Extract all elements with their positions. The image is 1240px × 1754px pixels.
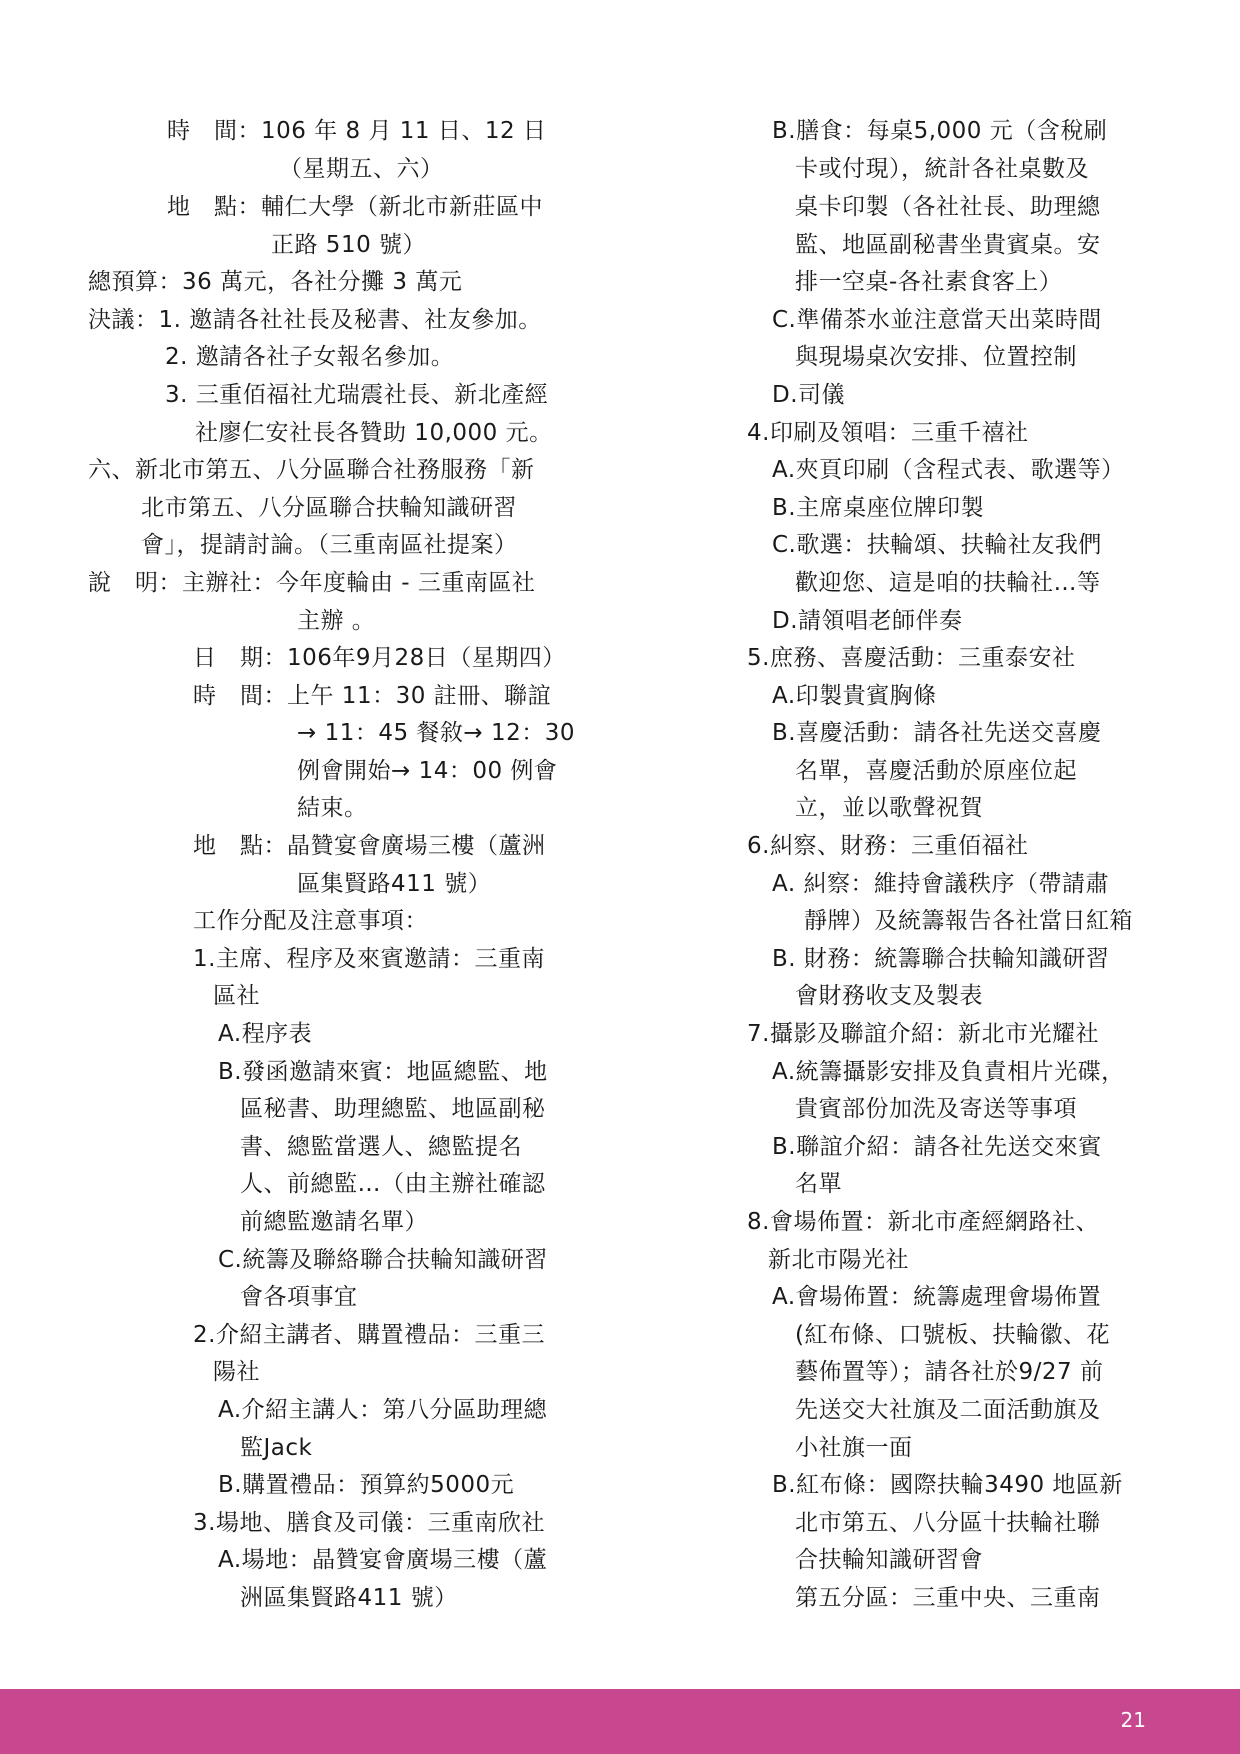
right-line: 靜牌）及統籌報告各社當日紅箱: [804, 908, 1133, 934]
left-line: 監Jack: [240, 1435, 313, 1461]
left-line: 時 間：106 年 8 月 11 日、12 日: [167, 118, 547, 144]
right-line: B.膳食：每桌5,000 元（含稅刷: [772, 118, 1108, 144]
left-line: 2.介紹主講者、購置禮品：三重三: [193, 1322, 545, 1348]
left-line: 區秘書、助理總監、地區副秘: [240, 1096, 546, 1122]
right-line: 4.印刷及領唱：三重千禧社: [747, 420, 1029, 446]
left-line: 例會開始→ 14：00 例會: [297, 758, 558, 784]
right-line: 北市第五、八分區十扶輪社聯: [795, 1510, 1101, 1536]
left-line: B.購置禮品：預算約5000元: [218, 1472, 515, 1498]
left-line: 地 點：輔仁大學（新北市新莊區中: [167, 194, 543, 220]
left-line: （星期五、六）: [279, 156, 444, 182]
left-line: 地 點：晶贊宴會廣場三樓（蘆洲: [193, 833, 546, 859]
right-line: (紅布條、口號板、扶輪徽、花: [795, 1322, 1110, 1348]
page-number: 21: [1120, 1708, 1146, 1732]
left-line: 3. 三重佰福社尤瑞震社長、新北產經: [165, 382, 549, 408]
left-line: 1.主席、程序及來賓邀請：三重南: [193, 946, 545, 972]
right-line: A.統籌攝影安排及負責相片光碟，: [772, 1059, 1125, 1085]
left-line: A.場地：晶贊宴會廣場三樓（蘆: [218, 1547, 548, 1573]
right-line: B.主席桌座位牌印製: [772, 495, 985, 521]
left-line: 結束。: [297, 795, 368, 821]
right-line: 6.糾察、財務：三重佰福社: [747, 833, 1029, 859]
left-line: 區集賢路411 號）: [297, 871, 492, 897]
left-line: 前總監邀請名單）: [240, 1209, 428, 1235]
left-line: 區社: [213, 983, 260, 1009]
left-line: 陽社: [213, 1359, 260, 1385]
right-line: 合扶輪知識研習會: [795, 1547, 983, 1573]
left-line: 時 間：上午 11：30 註冊、聯誼: [193, 683, 552, 709]
left-line: 北市第五、八分區聯合扶輪知識研習: [141, 495, 517, 521]
right-line: 小社旗一面: [795, 1435, 913, 1461]
right-line: 桌卡印製（各社社長、助理總: [795, 194, 1101, 220]
left-line: 決議：1. 邀請各社社長及秘書、社友參加。: [88, 307, 542, 333]
right-line: 與現場桌次安排、位置控制: [795, 344, 1077, 370]
left-line: 會各項事宜: [240, 1284, 358, 1310]
right-line: 卡或付現），統計各社桌數及: [795, 156, 1089, 182]
left-line: 工作分配及注意事項：: [193, 908, 428, 934]
right-line: 會財務收支及製表: [795, 983, 983, 1009]
right-line: 監、地區副秘書坐貴賓桌。安: [795, 232, 1101, 258]
right-line: 第五分區：三重中央、三重南: [795, 1585, 1101, 1611]
left-line: 總預算：36 萬元，各社分攤 3 萬元: [88, 269, 463, 295]
right-line: B. 財務：統籌聯合扶輪知識研習: [772, 946, 1110, 972]
left-line: 社廖仁安社長各贊助 10,000 元。: [195, 420, 553, 446]
right-line: 藝佈置等）；請各社於9/27 前: [795, 1359, 1104, 1385]
left-line: → 11：45 餐敘→ 12：30: [297, 720, 576, 746]
left-line: 日 期：106年9月28日（星期四）: [193, 645, 566, 671]
right-line: B.喜慶活動：請各社先送交喜慶: [772, 720, 1102, 746]
left-line: 洲區集賢路411 號）: [240, 1585, 458, 1611]
right-line: 名單: [795, 1171, 842, 1197]
right-line: B.紅布條：國際扶輪3490 地區新: [772, 1472, 1123, 1498]
left-line: 主辦 。: [297, 608, 376, 634]
right-line: 名單，喜慶活動於原座位起: [795, 758, 1077, 784]
right-line: D.司儀: [772, 382, 846, 408]
left-line: 3.場地、膳食及司儀：三重南欣社: [193, 1510, 545, 1536]
left-line: 書、總監當選人、總監提名: [240, 1134, 522, 1160]
right-line: 立，並以歌聲祝賀: [795, 795, 983, 821]
right-line: A.印製貴賓胸條: [772, 683, 937, 709]
left-line: B.發函邀請來賓：地區總監、地: [218, 1059, 548, 1085]
left-line: 人、前總監…（由主辦社確認: [240, 1171, 546, 1197]
page-footer: [0, 1689, 1240, 1754]
left-line: 正路 510 號）: [271, 232, 427, 258]
right-line: 7.攝影及聯誼介紹：新北市光耀社: [747, 1021, 1099, 1047]
right-line: 8.會場佈置：新北市產經網路社、: [747, 1209, 1099, 1235]
right-line: 貴賓部份加洗及寄送等事項: [795, 1096, 1077, 1122]
left-line: A.介紹主講人：第八分區助理總: [218, 1397, 548, 1423]
left-line: 六、新北市第五、八分區聯合社務服務「新: [88, 457, 535, 483]
left-line: A.程序表: [218, 1021, 313, 1047]
right-line: C.歌選：扶輪頌、扶輪社友我們: [772, 532, 1102, 558]
right-line: A.夾頁印刷（含程式表、歌選等）: [772, 457, 1125, 483]
right-line: B.聯誼介紹：請各社先送交來賓: [772, 1134, 1102, 1160]
left-line: 會」，提請討論。（三重南區社提案）: [141, 532, 518, 558]
right-line: A.會場佈置：統籌處理會場佈置: [772, 1284, 1102, 1310]
right-line: 先送交大社旗及二面活動旗及: [795, 1397, 1101, 1423]
right-line: D.請領唱老師伴奏: [772, 608, 963, 634]
right-line: A. 糾察：維持會議秩序（帶請肅: [772, 871, 1109, 897]
right-line: 5.庶務、喜慶活動：三重泰安社: [747, 645, 1076, 671]
left-line: 2. 邀請各社子女報名參加。: [165, 344, 455, 370]
right-line: 排一空桌-各社素食客上）: [795, 269, 1063, 295]
left-line: C.統籌及聯絡聯合扶輪知識研習: [218, 1247, 548, 1273]
right-line: C.準備茶水並注意當天出菜時間: [772, 307, 1102, 333]
right-line: 歡迎您、這是咱的扶輪社…等: [795, 570, 1101, 596]
left-line: 說 明：主辦社：今年度輪由 - 三重南區社: [88, 570, 536, 596]
right-line: 新北市陽光社: [768, 1247, 909, 1273]
